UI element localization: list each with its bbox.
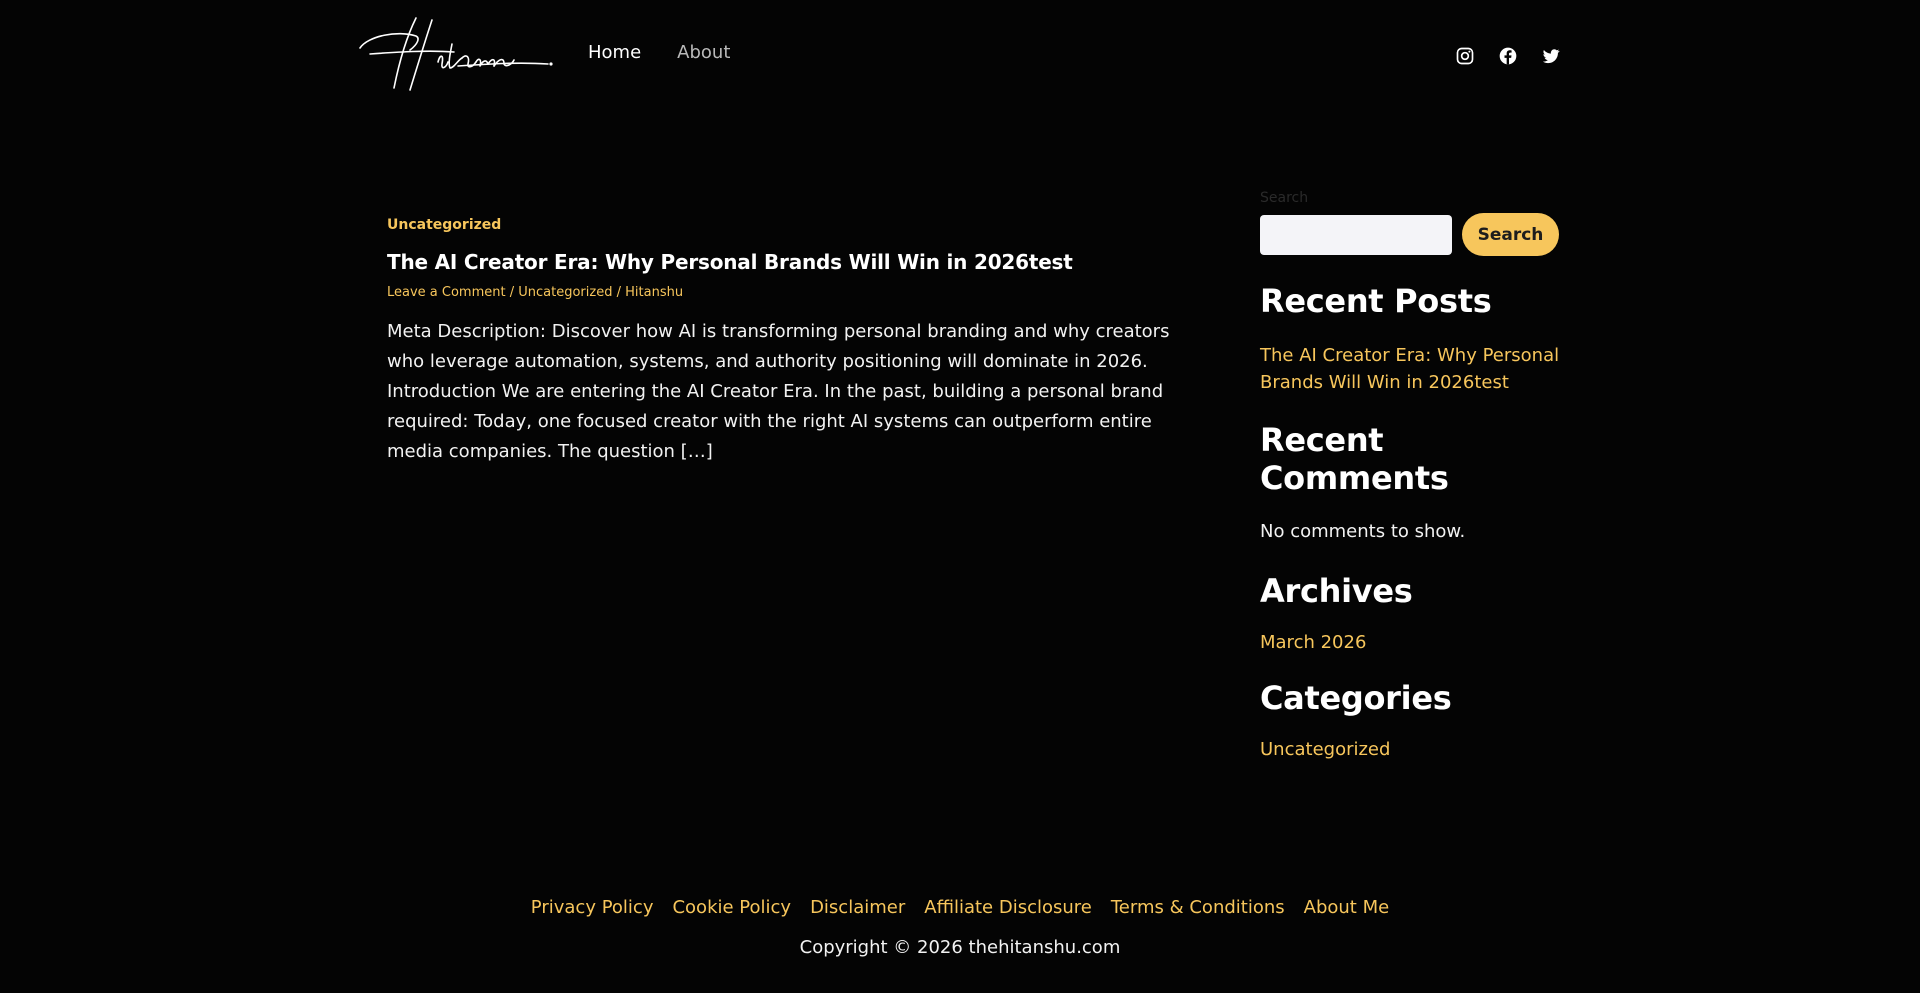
post-title-link[interactable]: The AI Creator Era: Why Personal Brands Will Win in 2026test: [387, 250, 1073, 274]
archive-link[interactable]: March 2026: [1260, 632, 1367, 653]
post-title: [387, 250, 1177, 274]
footer-link-about-me[interactable]: About Me: [1303, 897, 1390, 918]
twitter-icon: [1541, 46, 1561, 66]
instagram-icon: [1455, 46, 1475, 66]
post-card: [387, 214, 1177, 485]
nav-item-home[interactable]: Home: [588, 42, 642, 63]
search-form: [1260, 213, 1560, 256]
site-logo[interactable]: [358, 14, 554, 94]
search-label: Search: [1260, 190, 1309, 206]
footer-link-disclaimer[interactable]: Disclaimer: [810, 897, 906, 918]
meta-separator: /: [509, 285, 515, 300]
search-button[interactable]: Search: [1462, 213, 1559, 256]
recent-post-link[interactable]: The AI Creator Era: Why Personal Brands Will Win in 2026test: [1260, 345, 1560, 393]
categories-title: Categories: [1260, 679, 1452, 717]
facebook-link[interactable]: [1498, 46, 1518, 66]
post-excerpt: Meta Description: Discover how AI is transforming personal branding and why creators who leverage automation, systems, and authority positioning will dominate in 2026. Introduction We are entering the AI Creator Era. In the past, building a personal brand required: Today, one focused creator with the right AI systems can outperform entire media companies. The question […]: [387, 321, 1170, 462]
recent-comments-title: Recent Comments: [1260, 421, 1449, 497]
archives-title: Archives: [1260, 572, 1413, 610]
meta-category-link[interactable]: Uncategorized: [518, 285, 613, 300]
post-meta: [387, 285, 1177, 300]
category-link[interactable]: Uncategorized: [1260, 739, 1391, 760]
search-input[interactable]: [1260, 215, 1452, 255]
facebook-icon: [1498, 46, 1518, 66]
signature-logo-icon: [358, 14, 554, 94]
no-comments-text: No comments to show.: [1260, 521, 1466, 542]
recent-posts-title: Recent Posts: [1260, 282, 1492, 320]
copyright-text: Copyright © 2026 thehitanshu.com: [799, 937, 1121, 958]
instagram-link[interactable]: [1455, 46, 1475, 66]
footer-link-affiliate-disclosure[interactable]: Affiliate Disclosure: [924, 897, 1092, 918]
author-link[interactable]: Hitanshu: [625, 285, 684, 300]
site-header: [0, 0, 1920, 110]
social-links: [1455, 46, 1561, 66]
nav-item-about[interactable]: About: [677, 42, 731, 63]
leave-comment-link[interactable]: Leave a Comment: [387, 285, 506, 300]
twitter-link[interactable]: [1541, 46, 1561, 66]
footer-link-privacy-policy[interactable]: Privacy Policy: [530, 897, 654, 918]
footer-link-terms-conditions[interactable]: Terms & Conditions: [1110, 897, 1285, 918]
footer-link-cookie-policy[interactable]: Cookie Policy: [672, 897, 792, 918]
main-nav: [588, 42, 730, 63]
footer-nav: [0, 897, 1920, 918]
post-category-link[interactable]: Uncategorized: [387, 217, 502, 233]
meta-separator: /: [616, 285, 621, 300]
sidebar: [1260, 190, 1560, 760]
